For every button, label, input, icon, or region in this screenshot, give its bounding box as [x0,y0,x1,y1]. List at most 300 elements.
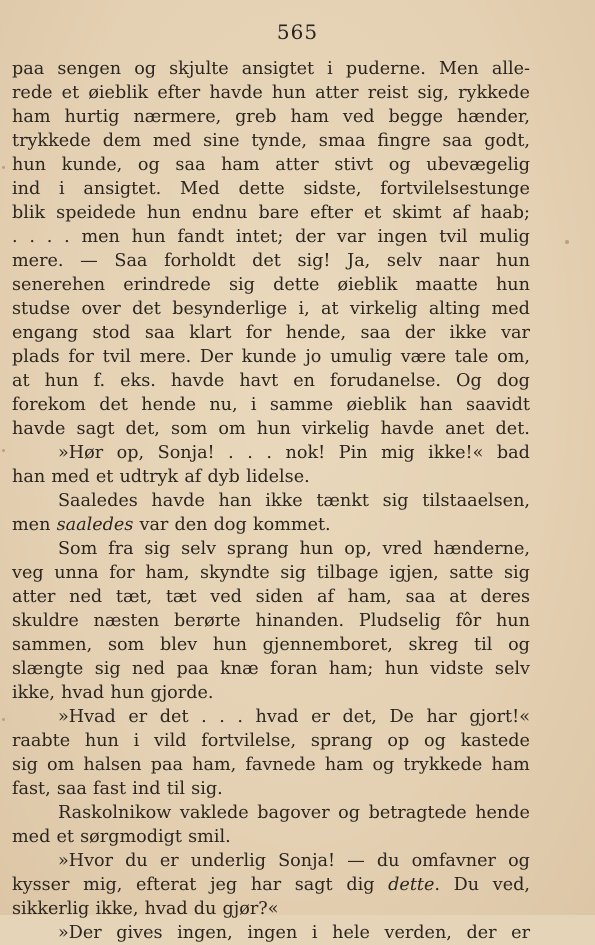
word: . [266,443,273,463]
word: med [12,827,51,847]
word: ingen [247,923,298,943]
word: gjort!« [469,707,530,727]
word: der [404,323,435,343]
word: er [159,851,179,871]
word: eks. [120,371,156,391]
text-line [12,537,530,561]
text-line [12,465,530,489]
word: har [250,875,282,895]
word: virkelig [349,299,418,319]
word: hele [332,923,370,943]
word: ubevægelig [426,155,530,175]
word: alle- [491,59,530,79]
word: mere. [139,347,192,367]
word: ham, [145,563,190,583]
text-line [12,729,530,753]
word: og [137,155,160,175]
word: hun [256,419,291,439]
text-line [12,345,530,369]
word: hun [212,635,247,655]
word: det [159,707,189,727]
word: mere. [12,251,64,271]
word: fortvilelse, [201,731,297,751]
word: det, [125,419,160,439]
word: selv [386,251,422,271]
word: op, [344,539,372,559]
word: godt, [484,131,530,151]
word: det [99,395,128,415]
paper-speck [2,718,5,721]
word: igjen, [389,563,439,583]
word: gjorde. [150,683,214,703]
word: bagover [257,803,330,823]
word: og [134,59,157,79]
word: fortvilelsestunge [380,179,530,199]
word: »Hvad [58,707,116,727]
word: fingre [377,131,431,151]
word: er [511,923,530,943]
word: selv [181,539,217,559]
word: hænderne, [433,539,530,559]
word: har [426,707,457,727]
word: haab; [480,203,530,223]
word: hun [110,683,145,703]
page-number: 565 [276,20,319,44]
word: ind [12,179,41,199]
text-line [12,153,530,177]
word: hun [384,659,419,679]
word: sørgmodigt [80,827,182,847]
word: ansigtet. [83,179,162,199]
word: af [184,467,202,487]
word: næsten [93,611,160,631]
word: siden [255,587,304,607]
word: du [193,899,217,919]
word: dette [273,275,320,295]
word: den [174,515,208,535]
word: tilbage [316,563,379,583]
word: ned [132,659,166,679]
word: »Hvor [58,851,114,871]
word: sprang [226,539,289,559]
word: nu, [209,395,238,415]
word: Med [180,179,220,199]
word: om [47,755,75,775]
text-line [12,681,530,705]
word: betragtede [368,803,467,823]
word: bare [258,203,300,223]
text-line [12,393,530,417]
word: omfavner [411,851,496,871]
word: speidede [56,203,136,223]
text-line [12,489,530,513]
word: med [152,131,192,151]
word: ham; [328,659,374,679]
word: erindrede [123,275,211,295]
word: er [311,707,330,727]
word: havde [151,491,205,511]
word: tilstaaelsen, [422,491,530,511]
word: puderne. [345,59,426,79]
word: til [474,635,493,655]
word: sig, [417,83,449,103]
word: hvad [61,683,105,703]
word: sig [12,755,38,775]
word: og [508,851,530,871]
paper-speck [2,166,5,169]
word: stivt [334,155,374,175]
text-line [12,441,530,465]
word: ind [132,779,161,799]
word: lidelse. [246,467,310,487]
word: ham [12,107,51,127]
word: fôr [455,611,482,631]
word: »Hør [58,443,104,463]
word: smaa [318,131,366,151]
word: Pludselig [358,611,441,631]
word: ham [491,755,530,775]
word: ansigtet [241,59,315,79]
text-line [12,801,530,825]
word: hende, [285,323,347,343]
word: fandt [177,227,225,247]
word: tale [454,347,489,367]
text-line [12,273,530,297]
word: begge [388,107,444,127]
word: sprang [310,731,373,751]
word: fast [93,779,127,799]
word: klart [189,323,232,343]
word: ikke [449,323,487,343]
word: efter [157,83,201,103]
word: om [218,419,246,439]
word: efterat [136,875,197,895]
word: i [133,731,140,751]
word: samme [269,395,334,415]
word: sig [94,659,121,679]
word: forekom [12,395,86,415]
word: ved, [492,875,530,895]
word: — [80,251,98,271]
word: atter [315,83,359,103]
word: havde [380,419,435,439]
word: skyndte [199,563,270,583]
word: du [376,851,400,871]
text-line [12,777,530,801]
word: skjulte [169,59,229,79]
word: hun [131,227,166,247]
word: saa [144,323,175,343]
word: øieblik [88,83,149,103]
word: smil. [188,827,231,847]
word: sig [382,491,409,511]
word: hun [495,251,530,271]
word: besynderlige [172,299,288,319]
word: Som [58,539,98,559]
word: rede [12,83,53,103]
word: veg [12,563,44,583]
word: endnu [191,203,248,223]
word: være [400,347,447,367]
word: hun [495,611,530,631]
word: med [51,467,90,487]
word: Sonja! [278,851,336,871]
word: fra [108,539,134,559]
word: knæ [220,659,259,679]
word: gjør?« [222,899,279,919]
word: »Der [58,923,102,943]
word: hun [146,203,181,223]
body-text [12,57,530,945]
word: atter [275,155,319,175]
word: sig [229,275,255,295]
word: hun [84,731,119,751]
word: kysser [12,875,70,895]
text-line [12,321,530,345]
word: halsen [83,755,142,775]
word: dette [238,179,285,199]
word: kunde, [61,155,123,175]
word: og [508,635,530,655]
word: et [363,203,382,223]
word: han [12,467,46,487]
word: op [387,731,410,751]
word: havde [170,371,225,391]
word: vaklede [179,803,249,823]
word: . [237,707,243,727]
word: virkelig [301,419,370,439]
word: satte [449,563,494,583]
word: gjennemboret, [262,635,393,655]
word: det. [495,419,530,439]
word: ham [324,755,364,775]
word: sagt [294,875,333,895]
word: at [449,587,467,607]
word: nærmere, [133,107,222,127]
word: dem [102,131,142,151]
word: . [201,707,207,727]
text-line [12,297,530,321]
word: umulig [330,347,392,367]
word: til [166,779,186,799]
word: . [219,707,225,727]
word: stod [92,323,131,343]
text-line [12,417,530,441]
word: tvil [102,347,131,367]
word: og [372,755,395,775]
word: hun [495,275,530,295]
word: var [139,515,169,535]
word: hende [141,395,196,415]
word: Men [438,59,479,79]
word: paa [150,755,184,775]
word: sammen, [12,635,93,655]
word: du [125,851,148,871]
word: blev [159,635,198,655]
word: reist [367,83,409,103]
text-line [12,849,530,873]
text-line [12,57,530,81]
text-line [12,633,530,657]
word: saavidt [466,395,530,415]
word: sig [144,539,171,559]
word: ingen, [177,923,233,943]
word: senerehen [12,275,106,295]
word: trykkede [12,131,91,151]
word: jo [305,347,322,367]
word: hende [475,803,530,823]
word: — [347,851,365,871]
word: der [295,227,326,247]
word: øieblik [346,395,407,415]
word: ned [69,587,103,607]
word: nok! [285,443,326,463]
word: sig. [191,779,223,799]
word: han [419,395,453,415]
word: er [128,707,148,727]
word: blik [12,203,46,223]
word: mulig [479,227,530,247]
text-line [12,921,530,945]
word: hun [44,371,79,391]
word: rykkede [458,83,530,103]
text-line [12,81,530,105]
word: for [68,347,94,367]
word: et [95,467,114,487]
word: kastede [460,731,530,751]
word: naar [438,251,480,271]
word: i [327,59,333,79]
word: tænkt [316,491,369,511]
word: med [491,299,530,319]
word: skuldre [12,611,79,631]
word: hænder, [457,107,530,127]
word: verden, [384,923,452,943]
word: en [293,371,315,391]
word: som [170,419,208,439]
text-line [12,513,530,537]
word: et [61,83,80,103]
word: og [388,155,411,175]
word: ham [221,155,260,175]
word: sagt [76,419,115,439]
word: dig [346,875,375,895]
word: mig [381,443,415,463]
word: over [81,299,121,319]
word: Sonja! [157,443,215,463]
word: berørte [174,611,241,631]
word: hvad [144,899,188,919]
word: ham, [347,587,392,607]
word: hinanden. [255,611,345,631]
word: at [12,371,30,391]
word: vidste [430,659,484,679]
word: Saaledes [58,491,138,511]
word: saa [405,587,436,607]
word: alting [428,299,481,319]
word: tæt [165,587,197,607]
text-line [12,369,530,393]
word: Ja, [347,251,371,271]
word: som [107,635,145,655]
word: forholdt [164,251,236,271]
word: saa [442,131,473,151]
word: havt [239,371,279,391]
word: maatte [415,275,478,295]
word: sig [280,563,307,583]
word: efter [310,203,353,223]
word: ham, [192,755,237,775]
word: greb [235,107,277,127]
word: sine [203,131,240,151]
text-line [12,657,530,681]
word: øieblik [337,275,398,295]
word: atter [12,587,56,607]
word: og [424,731,446,751]
word: havde [209,83,263,103]
word: . [29,227,35,247]
text-line [12,753,530,777]
word: hun [271,83,306,103]
word: tynde, [251,131,307,151]
word: skimt [392,203,442,223]
word: saa [56,779,87,799]
word: om, [497,347,530,367]
text-line [12,225,530,249]
word: i, [298,299,310,319]
word: sig [503,563,530,583]
word: dette. [388,875,440,895]
word: engang [12,323,79,343]
word: Saa [114,251,148,271]
word: sidste, [303,179,362,199]
word: paa [176,659,209,679]
word: f. [93,371,106,391]
text-line [12,561,530,585]
word: af [316,587,334,607]
word: sengen [57,59,122,79]
word: af [452,203,470,223]
word: ved [342,107,375,127]
word: ved [210,587,242,607]
word: udtryk [119,467,179,487]
text-line [12,873,530,897]
word: bad [496,443,530,463]
word: var [501,323,530,343]
word: favnede [245,755,316,775]
word: vred [382,539,423,559]
word: ikke [265,491,303,511]
word: saaledes [56,515,134,535]
word: jeg [210,875,238,895]
word: saa [175,155,206,175]
word: intet; [235,227,284,247]
word: ham [290,107,329,127]
word: i [311,923,318,943]
word: det [132,299,161,319]
word: trykkede [403,755,483,775]
paper-speck [565,240,569,244]
word: vild [154,731,187,751]
word: var [336,227,366,247]
word: men [12,515,51,535]
word: sikkerlig [12,899,90,919]
word: han [218,491,252,511]
word: paa [12,59,45,79]
word: skreg [408,635,459,655]
word: Og [456,371,482,391]
word: dyb [207,467,240,487]
